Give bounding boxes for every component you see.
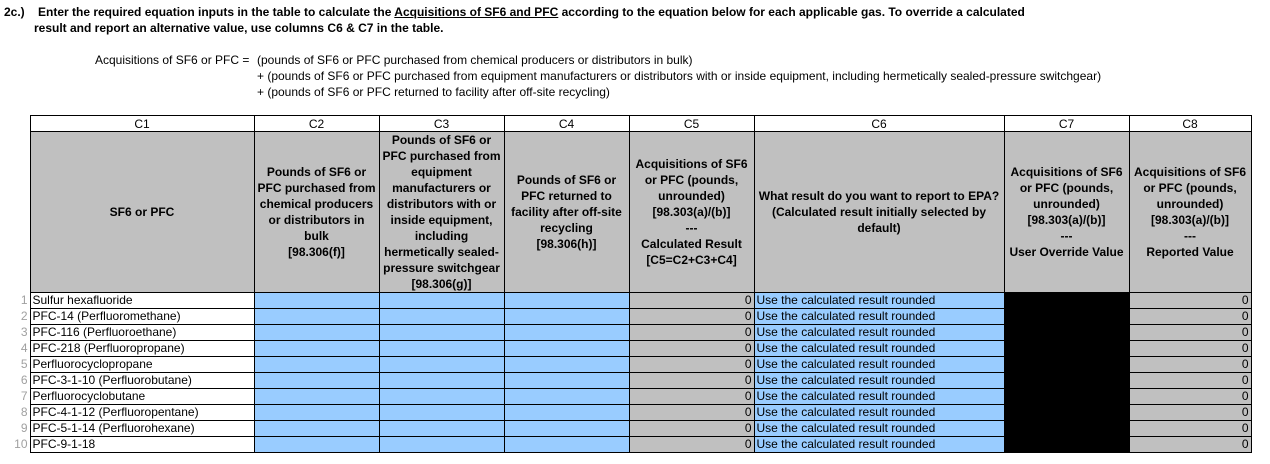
column-header-c1: SF6 or PFC: [30, 132, 254, 293]
recycled-return-input[interactable]: [504, 341, 629, 357]
equation-term: + (pounds of SF6 or PFC returned to facility after off-site recycling): [257, 85, 610, 99]
calculated-result: 0: [629, 421, 754, 437]
reported-value: 0: [1129, 437, 1251, 453]
equation: [95, 52, 1101, 100]
calculated-result: 0: [629, 325, 754, 341]
calculated-result: 0: [629, 293, 754, 309]
report-selection-dropdown[interactable]: Use the calculated result rounded: [754, 341, 1004, 357]
report-selection-dropdown[interactable]: Use the calculated result rounded: [754, 389, 1004, 405]
equipment-purchase-input[interactable]: [379, 437, 504, 453]
column-header-c2: Pounds of SF6 or PFC purchased from chemical producers or distributors in bulk [98.306(f)]: [254, 132, 379, 293]
equipment-purchase-input[interactable]: [379, 309, 504, 325]
gas-name: PFC-14 (Perfluoromethane): [30, 309, 254, 325]
equipment-purchase-input[interactable]: [379, 373, 504, 389]
gas-name: PFC-5-1-14 (Perfluorohexane): [30, 421, 254, 437]
column-id-c1: C1: [30, 116, 254, 132]
report-selection-dropdown[interactable]: Use the calculated result rounded: [754, 309, 1004, 325]
bulk-purchase-input[interactable]: [254, 325, 379, 341]
calculated-result: 0: [629, 373, 754, 389]
table-row: [14, 341, 1251, 357]
table-row: [14, 357, 1251, 373]
equipment-purchase-input[interactable]: [379, 421, 504, 437]
reported-value: 0: [1129, 421, 1251, 437]
column-header-c4: Pounds of SF6 or PFC returned to facility after off-site recycling [98.306(h)]: [504, 132, 629, 293]
row-number: 5: [20, 357, 28, 371]
table-row: [14, 389, 1251, 405]
row-number: 10: [14, 437, 28, 451]
recycled-return-input[interactable]: [504, 437, 629, 453]
equipment-purchase-input[interactable]: [379, 389, 504, 405]
recycled-return-input[interactable]: [504, 373, 629, 389]
bulk-purchase-input[interactable]: [254, 437, 379, 453]
equipment-purchase-input[interactable]: [379, 325, 504, 341]
equation-term: (pounds of SF6 or PFC purchased from chemical producers or distributors in bulk): [257, 53, 693, 67]
instructions: [4, 4, 1264, 36]
bulk-purchase-input[interactable]: [254, 389, 379, 405]
recycled-return-input[interactable]: [504, 309, 629, 325]
report-selection-dropdown[interactable]: Use the calculated result rounded: [754, 421, 1004, 437]
column-id-c7: C7: [1004, 116, 1129, 132]
equipment-purchase-input[interactable]: [379, 405, 504, 421]
recycled-return-input[interactable]: [504, 325, 629, 341]
table-row: [14, 309, 1251, 325]
gas-name: PFC-4-1-12 (Perfluoropentane): [30, 405, 254, 421]
column-id-c8: C8: [1129, 116, 1251, 132]
reported-value: 0: [1129, 309, 1251, 325]
report-selection-dropdown[interactable]: Use the calculated result rounded: [754, 325, 1004, 341]
column-header-c3: Pounds of SF6 or PFC purchased from equipment manufacturers or distributors with or inside equipment, including hermetically sealed-pressure switchgear [98.306(g)]: [379, 132, 504, 293]
table-row: [14, 437, 1251, 453]
recycled-return-input[interactable]: [504, 293, 629, 309]
instructions-line-1: [4, 4, 1264, 20]
report-selection-dropdown[interactable]: Use the calculated result rounded: [754, 405, 1004, 421]
recycled-return-input[interactable]: [504, 357, 629, 373]
reported-value: 0: [1129, 341, 1251, 357]
user-override-input[interactable]: [1004, 309, 1129, 325]
calculated-result: 0: [629, 309, 754, 325]
instructions-line-2: result and report an alternative value, use columns C6 & C7 in the table.: [34, 21, 444, 35]
equation-term: + (pounds of SF6 or PFC purchased from equipment manufacturers or distributors with or inside equipment, including hermetically sealed-pressure switchgear): [257, 69, 1102, 83]
recycled-return-input[interactable]: [504, 421, 629, 437]
gas-name: PFC-9-1-18: [30, 437, 254, 453]
gas-name: PFC-218 (Perfluoropropane): [30, 341, 254, 357]
column-id-c4: C4: [504, 116, 629, 132]
bulk-purchase-input[interactable]: [254, 309, 379, 325]
user-override-input[interactable]: [1004, 421, 1129, 437]
table-row: [14, 405, 1251, 421]
column-header-c8: Acquisitions of SF6 or PFC (pounds, unrounded) [98.303(a)/(b)] --- Reported Value: [1129, 132, 1251, 293]
equipment-purchase-input[interactable]: [379, 357, 504, 373]
gas-name: Perfluorocyclopropane: [30, 357, 254, 373]
bulk-purchase-input[interactable]: [254, 341, 379, 357]
gas-name: PFC-3-1-10 (Perfluorobutane): [30, 373, 254, 389]
user-override-input[interactable]: [1004, 341, 1129, 357]
column-id-c2: C2: [254, 116, 379, 132]
calculated-result: 0: [629, 341, 754, 357]
table-row: [14, 293, 1251, 309]
calculated-result: 0: [629, 357, 754, 373]
report-selection-dropdown[interactable]: Use the calculated result rounded: [754, 357, 1004, 373]
row-number: 2: [20, 309, 28, 323]
user-override-input[interactable]: [1004, 405, 1129, 421]
report-selection-dropdown[interactable]: Use the calculated result rounded: [754, 437, 1004, 453]
calculated-result: 0: [629, 389, 754, 405]
equipment-purchase-input[interactable]: [379, 293, 504, 309]
user-override-input[interactable]: [1004, 357, 1129, 373]
recycled-return-input[interactable]: [504, 405, 629, 421]
user-override-input[interactable]: [1004, 389, 1129, 405]
row-number: 7: [20, 389, 28, 403]
row-number: 9: [20, 421, 28, 435]
reported-value: 0: [1129, 389, 1251, 405]
instructions-underlined: Acquisitions of SF6 and PFC: [394, 5, 559, 19]
row-number: 1: [20, 293, 28, 307]
reported-value: 0: [1129, 293, 1251, 309]
recycled-return-input[interactable]: [504, 389, 629, 405]
reported-value: 0: [1129, 357, 1251, 373]
column-id-c6: C6: [754, 116, 1004, 132]
step-number: 2c.): [4, 5, 25, 19]
bulk-purchase-input[interactable]: [254, 293, 379, 309]
user-override-input[interactable]: [1004, 373, 1129, 389]
gas-name: Sulfur hexafluoride: [30, 293, 254, 309]
bulk-purchase-input[interactable]: [254, 421, 379, 437]
row-number: 6: [20, 373, 28, 387]
reported-value: 0: [1129, 405, 1251, 421]
gas-name: PFC-116 (Perfluoroethane): [30, 325, 254, 341]
user-override-input[interactable]: [1004, 437, 1129, 453]
calculated-result: 0: [629, 437, 754, 453]
column-header-c6: What result do you want to report to EPA? (Calculated result initially selected by default): [754, 132, 1004, 293]
acquisitions-table: [14, 115, 1252, 453]
equipment-purchase-input[interactable]: [379, 341, 504, 357]
report-selection-dropdown[interactable]: Use the calculated result rounded: [754, 373, 1004, 389]
user-override-input[interactable]: [1004, 325, 1129, 341]
table-row: [14, 421, 1251, 437]
bulk-purchase-input[interactable]: [254, 405, 379, 421]
column-header-c7: Acquisitions of SF6 or PFC (pounds, unrounded) [98.303(a)/(b)] --- User Override Value: [1004, 132, 1129, 293]
equation-label: Acquisitions of SF6 or PFC =: [95, 53, 250, 67]
bulk-purchase-input[interactable]: [254, 357, 379, 373]
table-row: [14, 325, 1251, 341]
reported-value: 0: [1129, 373, 1251, 389]
row-number: 8: [20, 405, 28, 419]
table-row: [14, 373, 1251, 389]
bulk-purchase-input[interactable]: [254, 373, 379, 389]
row-number: 3: [20, 325, 28, 339]
instructions-text-before: Enter the required equation inputs in the table to calculate the: [38, 5, 395, 19]
column-header-c5: Acquisitions of SF6 or PFC (pounds, unrounded) [98.303(a)/(b)] --- Calculated Result [C5=C2+C3+C4]: [629, 132, 754, 293]
user-override-input[interactable]: [1004, 293, 1129, 309]
reported-value: 0: [1129, 325, 1251, 341]
row-number: 4: [20, 341, 28, 355]
instructions-text-after: according to the equation below for each applicable gas. To override a calculated: [558, 5, 1025, 19]
report-selection-dropdown[interactable]: Use the calculated result rounded: [754, 293, 1004, 309]
gas-name: Perfluorocyclobutane: [30, 389, 254, 405]
column-id-c3: C3: [379, 116, 504, 132]
column-id-c5: C5: [629, 116, 754, 132]
calculated-result: 0: [629, 405, 754, 421]
